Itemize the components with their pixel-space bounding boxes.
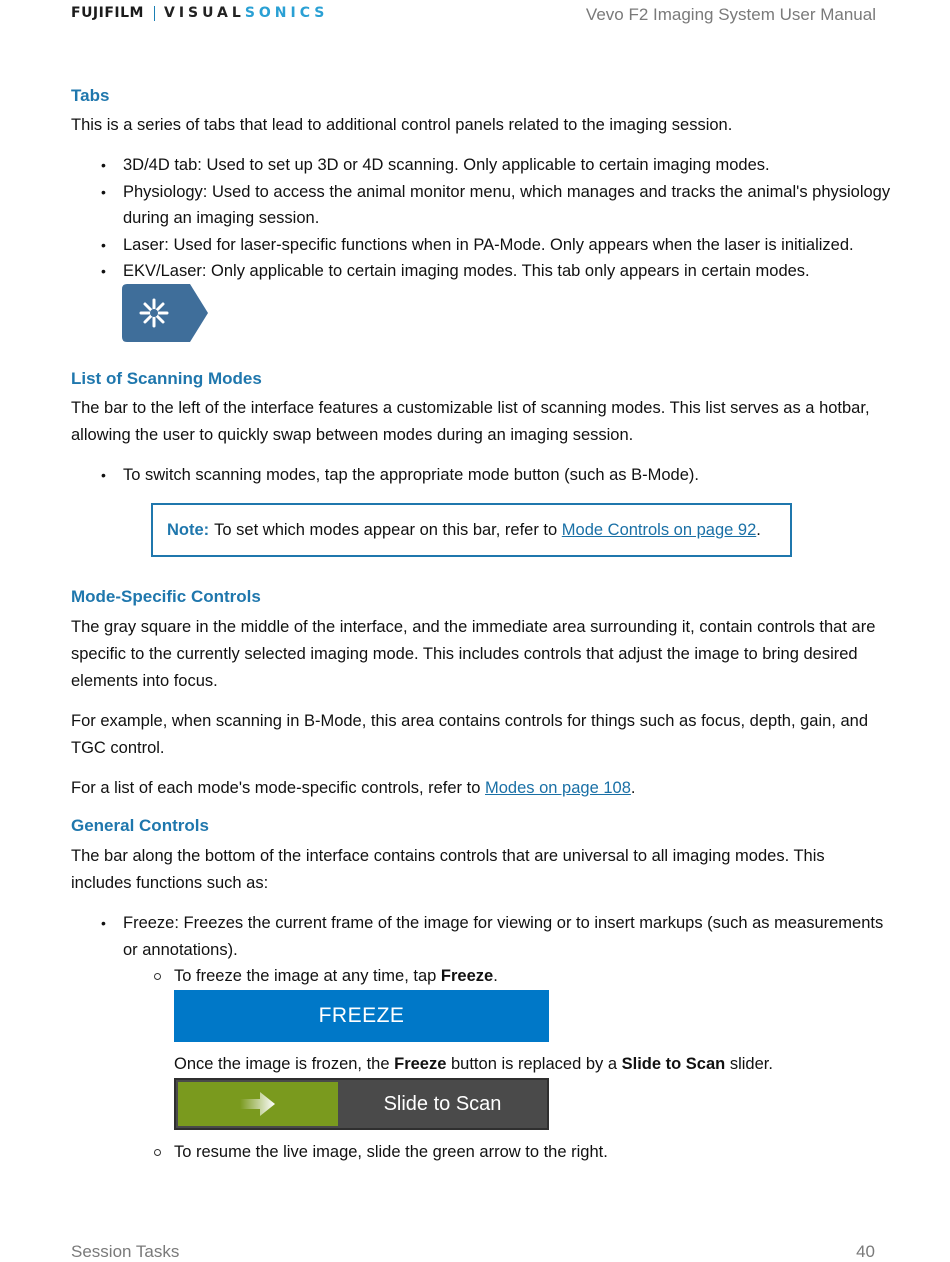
note-label: Note: xyxy=(167,520,210,539)
manual-title: Vevo F2 Imaging System User Manual xyxy=(585,5,876,24)
para-3-text: For a list of each mode's mode-specific controls, refer to xyxy=(71,779,481,797)
heading-tabs: Tabs xyxy=(71,86,110,105)
arrow-right-icon xyxy=(240,1091,276,1117)
scanning-modes-intro: The bar to the left of the interface features a customizable list of scanning modes. This list serves as a hotbar, allowing the user to quickly swap between modes during an imaging session. xyxy=(71,399,870,444)
heading-scanning-modes: List of Scanning Modes xyxy=(71,369,262,388)
frozen-bold-slide: Slide to Scan xyxy=(621,1055,726,1073)
logo-visual: VISUAL xyxy=(163,5,245,21)
general-intro: The bar along the bottom of the interface contains controls that are universal to all imaging modes. This includes functions such as: xyxy=(71,847,825,892)
mode-specific-para-1: The gray square in the middle of the interface, and the immediate area surrounding it, contain controls that are specific to the currently selected imaging mode. This includes controls that adjust the image to bring desired elements into focus. xyxy=(71,618,876,690)
list-item: • EKV/Laser: Only applicable to certain imaging modes. This tab only appears in certain modes. xyxy=(101,258,891,285)
logo-sonics: SONICS xyxy=(244,5,329,21)
freeze-sub-list xyxy=(153,963,893,989)
brand-logo xyxy=(71,3,328,23)
list-item xyxy=(153,963,893,989)
frozen-description xyxy=(174,1051,894,1078)
slide-label: Slide to Scan xyxy=(383,1092,502,1115)
list-item: • 3D/4D tab: Used to set up 3D or 4D scanning. Only applicable to certain imaging modes. xyxy=(101,152,891,179)
frozen-text-c: slider. xyxy=(729,1055,773,1073)
sub1-end: . xyxy=(493,967,498,985)
logo-fujifilm: FUJIFILM xyxy=(71,5,144,21)
list-item: • Laser: Used for laser-specific functions when in PA-Mode. Only appears when the laser is initialized. xyxy=(101,232,891,259)
slide-to-scan-slider[interactable] xyxy=(174,1078,549,1130)
freeze-button[interactable]: FREEZE xyxy=(174,990,549,1042)
mode-specific-para-2: For example, when scanning in B-Mode, this area contains controls for things such as focus, depth, gain, and TGC control. xyxy=(71,712,869,757)
frozen-text-a: Once the image is frozen, the xyxy=(174,1055,390,1073)
page-number: 40 xyxy=(856,1242,875,1261)
list-item: To resume the live image, slide the green arrow to the right. xyxy=(153,1139,893,1165)
frozen-text-b: button is replaced by a xyxy=(451,1055,618,1073)
mode-controls-link[interactable]: Mode Controls on page 92 xyxy=(561,520,757,539)
heading-general-controls: General Controls xyxy=(71,816,209,835)
modes-link[interactable]: Modes on page 108 xyxy=(485,779,631,797)
para-3-end: . xyxy=(630,779,636,797)
mode-specific-para-3 xyxy=(71,775,881,802)
note-box xyxy=(151,503,792,557)
scanning-modes-list xyxy=(101,462,891,489)
laser-tab-icon xyxy=(122,284,208,342)
list-item: • To switch scanning modes, tap the appropriate mode button (such as B-Mode). xyxy=(101,462,891,489)
heading-mode-specific: Mode-Specific Controls xyxy=(71,587,261,606)
frozen-bold-freeze: Freeze xyxy=(394,1055,447,1073)
note-text: To set which modes appear on this bar, refer to xyxy=(214,520,558,539)
tabs-intro: This is a series of tabs that lead to additional control panels related to the imaging session. xyxy=(71,116,733,134)
general-bullet-list xyxy=(101,910,891,963)
slider-handle[interactable] xyxy=(178,1082,338,1126)
list-item: • Physiology: Used to access the animal monitor menu, which manages and tracks the animal's physiology during an imaging session. xyxy=(101,179,891,232)
resume-sub-list xyxy=(153,1139,893,1165)
logo-divider xyxy=(154,6,155,21)
footer-section: Session Tasks xyxy=(71,1242,180,1261)
note-end: . xyxy=(756,520,761,539)
sub1-text: To freeze the image at any time, tap xyxy=(174,967,437,985)
sub1-bold: Freeze xyxy=(440,967,494,985)
list-item: • Freeze: Freezes the current frame of the image for viewing or to insert markups (such as measurements or annotations). xyxy=(101,910,891,963)
tabs-bullet-list xyxy=(101,152,891,285)
